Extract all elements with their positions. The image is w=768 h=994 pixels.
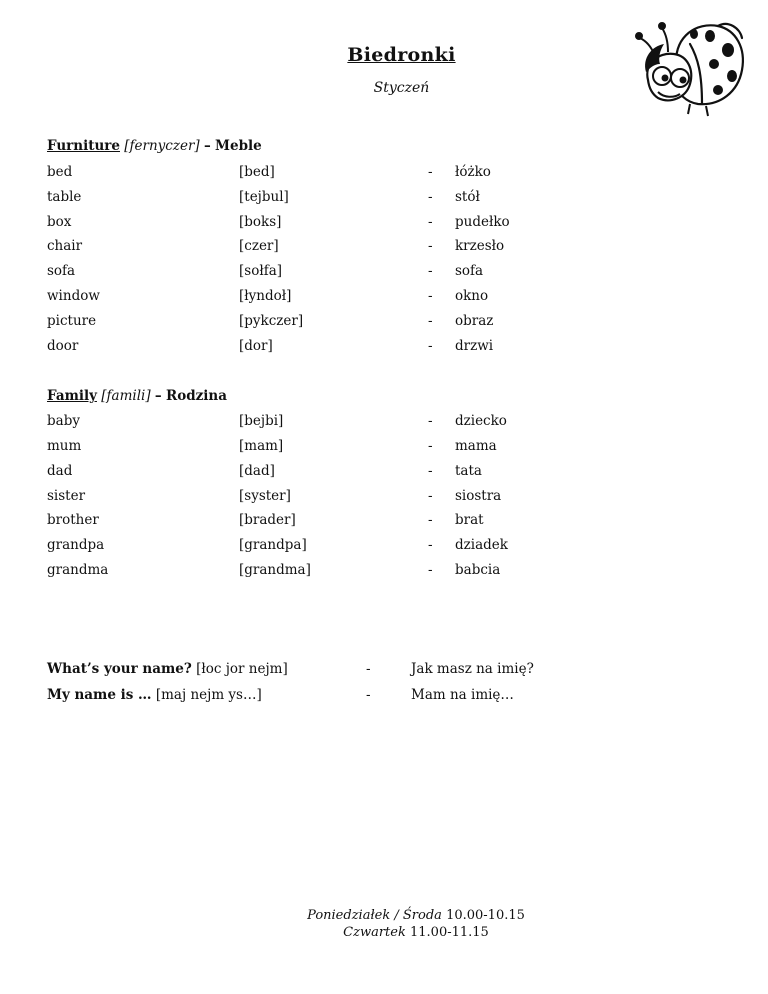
- vocab-row: [0, 164, 768, 184]
- word-dash: -: [428, 488, 433, 504]
- word-pron: [grandma]: [239, 562, 311, 578]
- ladybug-icon: [632, 14, 750, 122]
- word-pl: tata: [455, 463, 482, 479]
- word-dash: -: [428, 263, 433, 279]
- schedule-time-2: 11.00-11.15: [410, 925, 489, 940]
- word-en: box: [47, 214, 72, 230]
- word-dash: -: [428, 313, 433, 329]
- word-en: mum: [47, 438, 82, 454]
- vocab-row: [0, 413, 768, 433]
- word-en: dad: [47, 463, 73, 479]
- word-pl: stół: [455, 189, 480, 205]
- word-dash: -: [428, 164, 433, 180]
- vocab-row: [0, 338, 768, 358]
- word-en: window: [47, 288, 100, 304]
- word-dash: -: [428, 562, 433, 578]
- vocab-row: [0, 463, 768, 483]
- section-title-pl: Rodzina: [165, 388, 227, 404]
- schedule-time-1: 10.00-10.15: [446, 908, 525, 923]
- word-pron: [dad]: [239, 463, 275, 479]
- section-title-en: Family: [47, 388, 97, 404]
- word-pron: [syster]: [239, 488, 291, 504]
- section-title-pron: [famili]: [101, 388, 151, 404]
- vocab-row: [0, 214, 768, 234]
- word-pl: dziadek: [455, 537, 508, 553]
- schedule-line-1: [0, 907, 768, 924]
- word-dash: -: [428, 189, 433, 205]
- word-pl: okno: [455, 288, 489, 304]
- word-pron: [bejbi]: [239, 413, 284, 429]
- vocab-row: [0, 313, 768, 333]
- word-pl: brat: [455, 512, 484, 528]
- word-en: door: [47, 338, 79, 354]
- vocab-row: [0, 488, 768, 508]
- section-title-pl: Meble: [215, 138, 262, 154]
- word-pl: drzwi: [455, 338, 494, 354]
- word-pl: pudełko: [455, 214, 510, 230]
- word-dash: -: [428, 238, 433, 254]
- page-title: Biedronki: [347, 44, 456, 66]
- vocab-row: [0, 238, 768, 258]
- word-pl: dziecko: [455, 413, 507, 429]
- vocab-row: [0, 537, 768, 557]
- word-dash: -: [428, 438, 433, 454]
- word-en: picture: [47, 313, 97, 329]
- word-en: baby: [47, 413, 80, 429]
- word-dash: -: [428, 413, 433, 429]
- vocab-row: [0, 562, 768, 582]
- word-pron: [bed]: [239, 164, 275, 180]
- word-pl: siostra: [455, 488, 502, 504]
- phrase-en-block: [47, 661, 288, 677]
- schedule-days-1: Poniedziałek / Środa: [307, 908, 442, 923]
- phrase-pl: Mam na imię…: [411, 687, 514, 703]
- word-en: sister: [47, 488, 86, 504]
- vocab-row: [0, 263, 768, 283]
- vocab-row: [0, 288, 768, 308]
- section-title-sep: –: [154, 388, 162, 404]
- word-pron: [boks]: [239, 214, 282, 230]
- section-heading-family: [47, 388, 227, 404]
- word-dash: -: [428, 537, 433, 553]
- page-subtitle: Styczeń: [373, 80, 430, 96]
- schedule-line-2: [0, 924, 768, 941]
- phrase-dash: -: [366, 661, 371, 677]
- word-dash: -: [428, 512, 433, 528]
- word-pl: sofa: [455, 263, 484, 279]
- word-en: bed: [47, 164, 73, 180]
- word-pron: [grandpa]: [239, 537, 307, 553]
- phrase-row: [0, 687, 768, 707]
- word-en: sofa: [47, 263, 76, 279]
- word-pron: [mam]: [239, 438, 284, 454]
- word-dash: -: [428, 288, 433, 304]
- word-pron: [dor]: [239, 338, 273, 354]
- word-dash: -: [428, 338, 433, 354]
- phrase-en: What’s your name?: [47, 661, 192, 677]
- word-pron: [pykczer]: [239, 313, 304, 329]
- word-en: table: [47, 189, 82, 205]
- word-pl: babcia: [455, 562, 501, 578]
- phrase-row: [0, 661, 768, 681]
- schedule-footer: [0, 907, 768, 941]
- word-pron: [czer]: [239, 238, 279, 254]
- word-pron: [brader]: [239, 512, 296, 528]
- phrase-pron: [łoc jor nejm]: [196, 661, 288, 677]
- phrase-dash: -: [366, 687, 371, 703]
- word-pl: łóżko: [455, 164, 491, 180]
- word-pron: [tejbul]: [239, 189, 289, 205]
- vocab-row: [0, 438, 768, 458]
- section-title-sep: –: [204, 138, 211, 154]
- phrase-en-block: [47, 687, 262, 703]
- word-dash: -: [428, 463, 433, 479]
- section-heading-furniture: [47, 138, 262, 154]
- word-en: grandpa: [47, 537, 105, 553]
- word-en: grandma: [47, 562, 109, 578]
- phrase-en: My name is …: [47, 687, 152, 703]
- word-pl: krzesło: [455, 238, 505, 254]
- word-pron: [łyndoł]: [239, 288, 292, 304]
- word-pl: mama: [455, 438, 497, 454]
- schedule-days-2: Czwartek: [343, 925, 406, 940]
- word-pl: obraz: [455, 313, 494, 329]
- vocab-row: [0, 512, 768, 532]
- phrase-pron: [maj nejm ys…]: [155, 687, 262, 703]
- word-en: brother: [47, 512, 99, 528]
- vocab-row: [0, 189, 768, 209]
- word-dash: -: [428, 214, 433, 230]
- section-title-en: Furniture: [47, 138, 120, 154]
- section-title-pron: [fernyczer]: [124, 138, 200, 154]
- phrase-pl: Jak masz na imię?: [411, 661, 534, 677]
- word-en: chair: [47, 238, 83, 254]
- word-pron: [sołfa]: [239, 263, 283, 279]
